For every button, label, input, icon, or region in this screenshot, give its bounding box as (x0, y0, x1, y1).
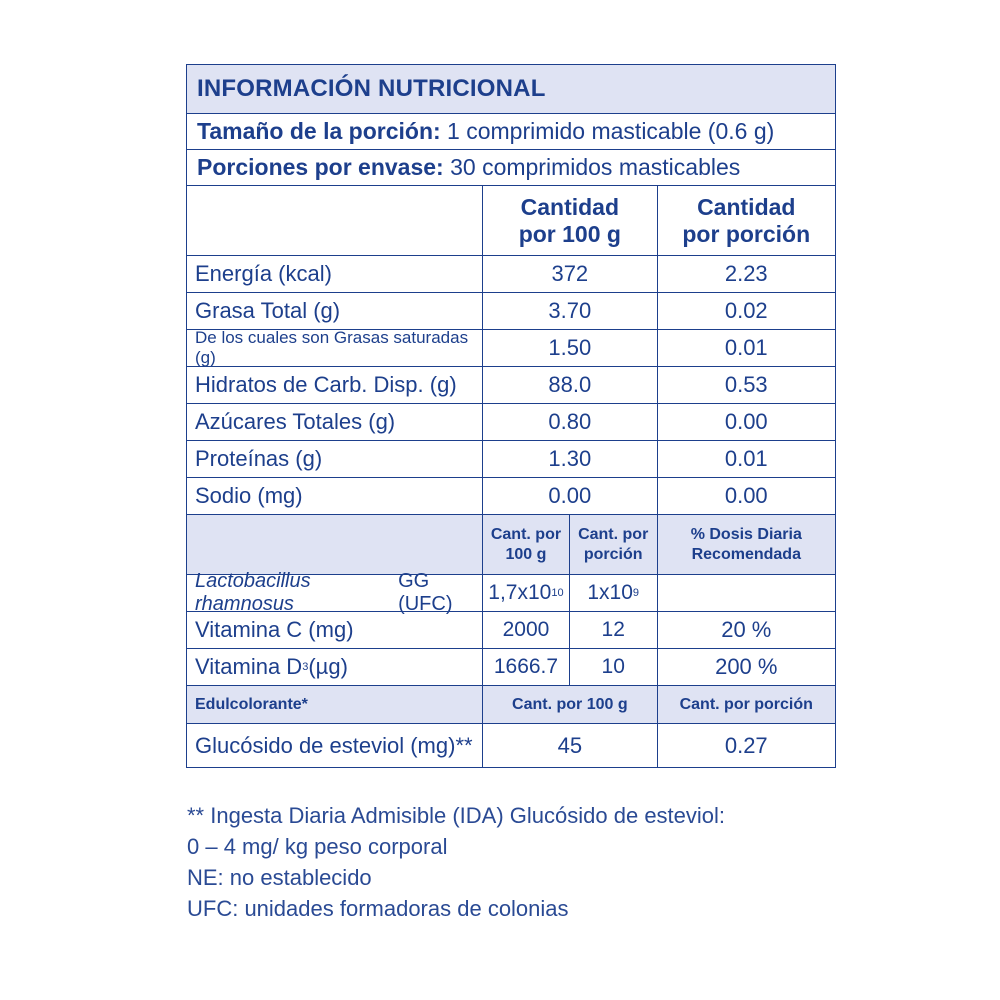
nutrient-per-serving: 0.53 (724, 372, 768, 397)
micro-name-base: Vitamina D (195, 654, 303, 679)
nutrient-per-100g: 3.70 (483, 293, 657, 329)
sweetener-per-serving: 0.27 (724, 732, 768, 758)
nutrient-per-serving: 0.01 (724, 335, 768, 360)
sweetener-name: Glucósido de esteviol (mg)** (187, 724, 483, 767)
sweetener-table-header (186, 686, 836, 724)
nutrient-per-serving: 2.23 (724, 261, 768, 286)
micro-name-rest: (µg) (308, 654, 348, 679)
nutrient-per-serving: 0.02 (724, 298, 768, 323)
micro-name-italic: Lactobacillus rhamnosus (195, 570, 311, 615)
micro-name (187, 649, 483, 685)
nutrient-per-100g: 1.30 (483, 441, 657, 477)
micro-per-serving-base: 1x10 (587, 581, 633, 604)
table-row (186, 441, 836, 478)
nutrient-per-100g: 1.50 (483, 330, 657, 366)
micro-per-serving-exp: 9 (632, 587, 640, 599)
micro-name (187, 570, 483, 615)
serving-size-value: 1 comprimido masticable (0.6 g) (447, 118, 775, 144)
table-row (186, 330, 836, 367)
nutrient-per-100g: 372 (483, 256, 657, 292)
nutrient-name: Proteínas (g) (187, 441, 483, 477)
micro-per-100g-exp: 10 (551, 587, 564, 599)
nutrient-name: Grasa Total (g) (187, 293, 483, 329)
table-row (186, 649, 836, 686)
micro-name-rest: GG (UFC) (398, 570, 453, 615)
table-row (186, 570, 836, 615)
footnotes (187, 800, 725, 924)
table-row (186, 612, 836, 649)
servings-per-container-value: 30 comprimidos masticables (450, 154, 741, 180)
micro-header-per-100g: Cant. por 100 g (483, 515, 570, 574)
table-row (186, 404, 836, 441)
micro-name: Vitamina C (mg) (187, 612, 483, 648)
micro-table-header (186, 515, 836, 575)
servings-per-container-label: Porciones por envase: (197, 154, 444, 180)
micro-per-100g (483, 575, 570, 611)
nutrition-title: INFORMACIÓN NUTRICIONAL (197, 75, 546, 102)
nutrient-name: Azúcares Totales (g) (187, 404, 483, 440)
footnote-line: 0 – 4 mg/ kg peso corporal (187, 834, 448, 859)
footnote-line: NE: no establecido (187, 865, 372, 890)
table-row (186, 367, 836, 404)
micro-per-100g-base: 1,7x10 (488, 581, 552, 604)
micro-daily-value: 200 % (715, 654, 778, 679)
main-table-header (186, 186, 836, 256)
nutrient-per-100g: 0.80 (483, 404, 657, 440)
sweetener-per-100g: 45 (483, 724, 657, 767)
nutrient-per-100g: 88.0 (483, 367, 657, 403)
nutrition-title-row (186, 64, 836, 114)
main-header-blank (187, 186, 483, 255)
servings-per-container-row (186, 150, 836, 186)
nutrient-name: Hidratos de Carb. Disp. (g) (187, 367, 483, 403)
micro-header-daily-value: % Dosis Diaria Recomendada (690, 526, 802, 563)
nutrition-facts-panel (186, 64, 836, 768)
nutrient-per-100g: 0.00 (483, 478, 657, 514)
micro-per-serving: 10 (570, 649, 658, 685)
serving-size (187, 114, 835, 149)
nutrient-per-serving: 0.00 (724, 483, 768, 508)
table-row (186, 724, 836, 768)
micro-daily-value (658, 575, 835, 611)
header-per-100g: Cantidad por 100 g (483, 186, 657, 255)
serving-size-row (186, 114, 836, 150)
micro-per-100g: 1666.7 (483, 649, 570, 685)
nutrient-name: Energía (kcal) (187, 256, 483, 292)
serving-size-label: Tamaño de la porción: (197, 118, 441, 144)
micro-per-serving (570, 575, 658, 611)
table-row (186, 478, 836, 515)
sweetener-header-name: Edulcolorante* (187, 686, 483, 723)
servings-per-container (187, 150, 835, 185)
nutrient-per-serving: 0.00 (724, 409, 768, 434)
sweetener-header-per-serving: Cant. por porción (679, 695, 813, 713)
micro-per-serving: 12 (570, 612, 658, 648)
micro-header-blank (187, 515, 483, 574)
micro-header-per-serving: Cant. por porción (570, 515, 658, 574)
footnote-line: ** Ingesta Diaria Admisible (IDA) Glucósido de esteviol: (187, 803, 726, 828)
header-per-serving: Cantidad por porción (682, 194, 811, 247)
nutrient-per-serving: 0.01 (724, 446, 768, 471)
sweetener-header-per-100g: Cant. por 100 g (483, 686, 657, 723)
nutrient-name: Sodio (mg) (187, 478, 483, 514)
micro-name-sub: 3 (302, 661, 309, 673)
table-row (186, 293, 836, 330)
footnote-line: UFC: unidades formadoras de colonias (187, 896, 569, 921)
nutrient-name: De los cuales son Grasas saturadas (g) (187, 330, 483, 366)
micro-daily-value: 20 % (721, 617, 772, 642)
micro-per-100g: 2000 (483, 612, 570, 648)
table-row (186, 256, 836, 293)
